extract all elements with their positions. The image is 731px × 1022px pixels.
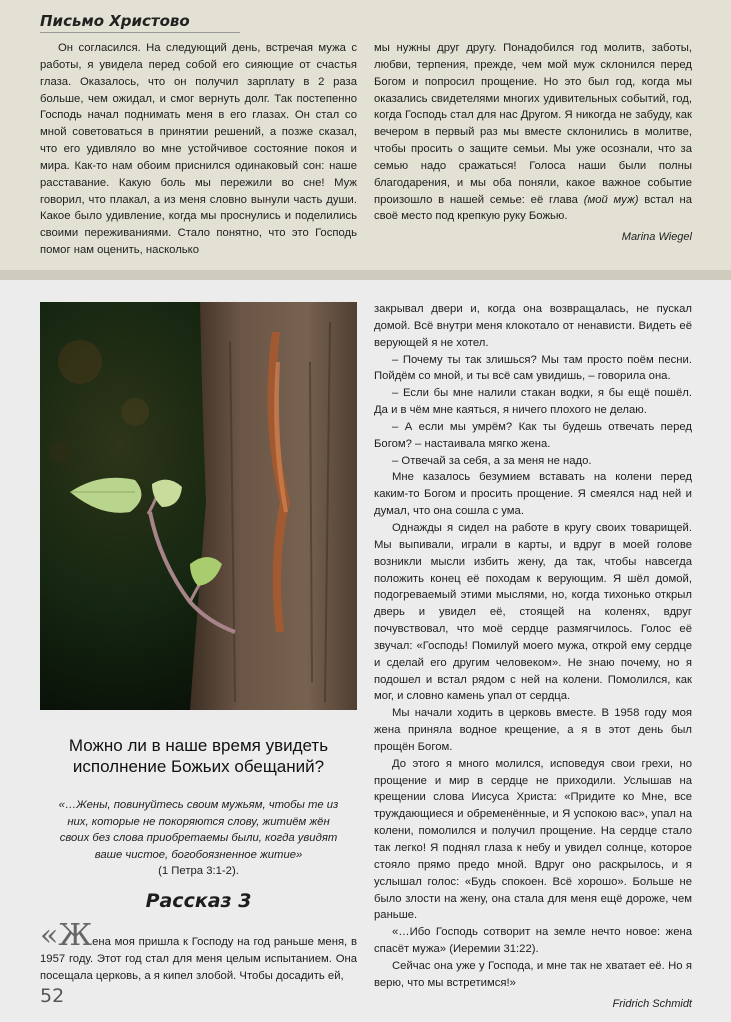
- top-article-right-column: [374, 40, 692, 246]
- page-number: 52: [40, 985, 65, 1007]
- question-heading: Можно ли в наше время увидеть исполнение Божьих обещаний?: [68, 736, 329, 776]
- story-paragraph: «…Ибо Господь сотворит на земле нечто новое: жена спасёт мужа» (Иеремии 31:22).: [374, 926, 692, 956]
- top-article-right-text: мы нужны друг другу. Понадобился год молитв, заботы, любви, терпения, прежде, чем мой муж склонился перед Богом и попросил прощение. Но это был год, когда мы оказались свидетелями многих удивительных событий, год, когда Господь стал для нас Другом. Я никогда не забуду, как вечером в первый раз мы вместе склонились в молитве, чтобы просить о защите семьи. Мы уже осознали, что за семью надо сражаться! Голоса наши были полны благодарения, и мы оба поняли, какое важное событие произошло в нашей семье: её глава (мой муж) встал на своё место под крепкую руку Божью.: [374, 42, 692, 223]
- story-paragraph: Мы начали ходить в церковь вместе. В 1958 году моя жена приняла водное крещение, а я в этот день был прощён Богом.: [374, 707, 692, 753]
- top-article-left-column: [40, 40, 357, 259]
- epigraph-reference: (1 Петра 3:1-2).: [158, 865, 239, 878]
- story-paragraph: Сейчас она уже у Господа, и мне так не хватает её. Но я верю, что мы встретимся!»: [374, 959, 692, 989]
- story-intro-text: ена моя пришла к Господу на год раньше меня, в 1957 году. Этот год стал для меня целым испытанием. Она посещала церковь, а я кипел злобой. Чтобы досадить ей,: [40, 936, 357, 982]
- epigraph: [52, 797, 345, 880]
- photo-sprout-on-tree: [40, 302, 357, 710]
- top-article-emphasis: (мой муж): [583, 193, 639, 206]
- story-paragraph: – Если бы мне налили стакан водки, я бы ещё пошёл. Да и в чём мне каяться, я ничего плохого не делаю.: [374, 387, 692, 417]
- story-paragraph: – А если мы умрём? Как ты будешь отвечать перед Богом? – настаивала мягко жена.: [374, 420, 692, 450]
- story-paragraph: закрывал двери и, когда она возвращалась, не пускал домой. Всё внутри меня клокотало от ненависти. Видеть её верующей я не хотел.: [374, 303, 692, 349]
- story-title: Рассказ 3: [145, 890, 252, 912]
- story-dropcap: «Ж: [40, 918, 93, 953]
- section-title: Письмо Христово: [40, 12, 190, 30]
- story-intro: [40, 918, 357, 985]
- story-paragraph: Мне казалось безумием вставать на колени перед каким-то Богом и просить прощение. Я смеялся над ней и думал, что она сошла с ума.: [374, 471, 692, 518]
- top-article-author: Marina Wiegel: [621, 231, 692, 244]
- story-right-column: [374, 301, 692, 1012]
- section-separator: [0, 270, 731, 280]
- epigraph-quote: «…Жены, повинуйтесь своим мужьям, чтобы те из них, которые не покоряются слову, житиём жён своих без слова приобретаемы были, когда увидят ваше чистое, богобоязненное житие»: [58, 799, 339, 861]
- story-paragraph: – Отвечай за себя, а за меня не надо.: [392, 454, 592, 467]
- top-article-left-text: Он согласился. На следующий день, встречая мужа с работы, я увидела перед собой его сияющие от счастья глаза. Оказалось, что он получил зарплату в 2 раза больше, чем ожидал, и смог вернуть долг. Так постепенно Господь начал поднимать меня в его глазах. Он стал со мной советоваться в принятии решений, а позже сказал, что его удивляло во мне устойчивое состояние покоя и мира. Как-то нам обоим приснился одинаковый сон: наше расставание. Какую боль мы пережили во сне! Муж говорил, что плакал, а из меня словно вынули часть души. Какое было удивление, когда мы проснулись и поделились своими переживаниями. Стало понятно, что это Господь помог нам оценить, насколько: [40, 42, 357, 257]
- story-author: Fridrich Schmidt: [612, 997, 692, 1010]
- header-rule: [40, 32, 240, 33]
- story-paragraph: Однажды я сидел на работе в кругу своих товарищей. Мы выпивали, играли в карты, и вдруг в моей голове возникли мысли избить жену, да так, чтобы навсегда положить конец её походам к верующим. Я шёл домой, подогреваемый этими мыслями, но, когда тихонько открыл дверь и увидел её, стоящей на коленях, вдруг почувствовал, что моё сердце размягчилось. Голос её звучал: «Господь! Помилуй моего мужа, открой ему сердце и сделай его другим человеком». Не знаю почему, но я подошел и встал рядом с ней на колени. Помолился, как мог, и словно камень упал от сердца.: [374, 521, 692, 703]
- story-paragraph: До этого я много молился, исповедуя свои грехи, но прощение и мир в сердце не приходили. Услышав на крещении слова Иисуса Христа: «Придите ко Мне, все труждающиеся и обременённые, и Я успокою вас», упал на колени, помолился и получил прощение. На сердце стало так легко! Я поднял глаза к небу и увидел солнце, которое стояло прямо предо мной. Вдруг оно раскрылось, и я услышал голос: «Будь спокоен. Всё хорошо». Больше не было злости на жену, она стала для меня ещё дороже, чем раньше.: [374, 757, 692, 922]
- story-paragraph: – Почему ты так злишься? Мы там просто поём песни. Пойдём со мной, и ты всё сам увидишь, – говорила она.: [374, 353, 692, 383]
